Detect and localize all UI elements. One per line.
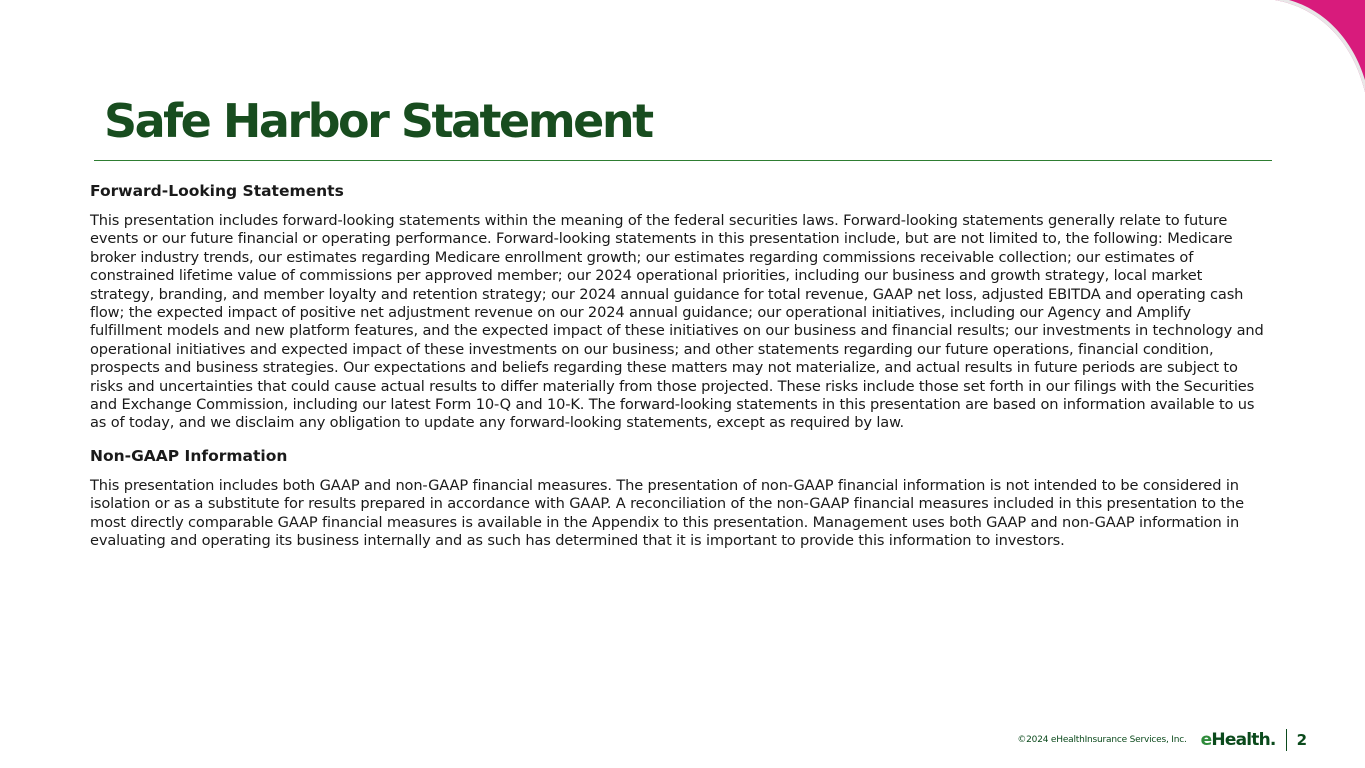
page-title: Safe Harbor Statement: [104, 94, 652, 148]
non-gaap-heading: Non-GAAP Information: [90, 446, 288, 465]
forward-looking-heading: Forward-Looking Statements: [90, 182, 344, 200]
corner-accent-shape: [1265, 0, 1365, 100]
logo-e: e: [1200, 730, 1212, 750]
page-number: 2: [1296, 731, 1307, 749]
slide-footer: [1017, 728, 1307, 752]
logo-health: Health.: [1211, 730, 1276, 750]
safe-harbor-body: [90, 180, 1265, 563]
non-gaap-paragraph: This presentation includes both GAAP and non-GAAP financial measures. The presentation of non-GAAP financial information is not intended to be considered in isolation or as a substitute for results prepared in accordance with GAAP. A reconciliation of the non-GAAP financial measures included in this presentation to the most directly comparable GAAP financial measures is available in the Appendix to this presentation. Management uses both GAAP and non-GAAP information in evaluating and operating its business internally and as such has determined that it is important to provide this information to investors.: [90, 476, 1244, 550]
footer-divider: [1286, 729, 1287, 751]
ehealth-logo: [1201, 730, 1276, 750]
copyright-notice: ©2024 eHealthInsurance Services, Inc.: [1017, 735, 1187, 745]
forward-looking-paragraph: This presentation includes forward-looking statements within the meaning of the federal securities laws. Forward-looking statements generally relate to future events or our future financial or operating performance. Forward-looking statements in this presentation include, but are not limited to, the following: Medicare broker industry trends, our estimates regarding Medicare enrollment growth; our estimates regarding commissions receivable collection; our estimates of constrained lifetime value of commissions per approved member; our 2024 operational priorities, including our business and growth strategy, local market strategy, branding, and member loyalty and retention strategy; our 2024 annual guidance for total revenue, GAAP net loss, adjusted EBITDA and operating cash flow; the expected impact of positive net adjustment revenue on our 2024 annual guidance; our operational initiatives, including our Agency and Amplify fulfillment models and new platform features, and the expected impact of these initiatives on our business and financial results; our investments in technology and operational initiatives and expected impact of these investments on our business; and other statements regarding our future operations, financial condition, prospects and business strategies. Our expectations and beliefs regarding these matters may not materialize, and actual results in future periods are subject to risks and uncertainties that could cause actual results to differ materially from those projected. These risks include those set forth in our filings with the Securities and Exchange Commission, including our latest Form 10-Q and 10-K. The forward-looking statements in this presentation are based on information available to us as of today, and we disclaim any obligation to update any forward-looking statements, except as required by law.: [90, 212, 1264, 432]
title-divider: [94, 160, 1272, 161]
